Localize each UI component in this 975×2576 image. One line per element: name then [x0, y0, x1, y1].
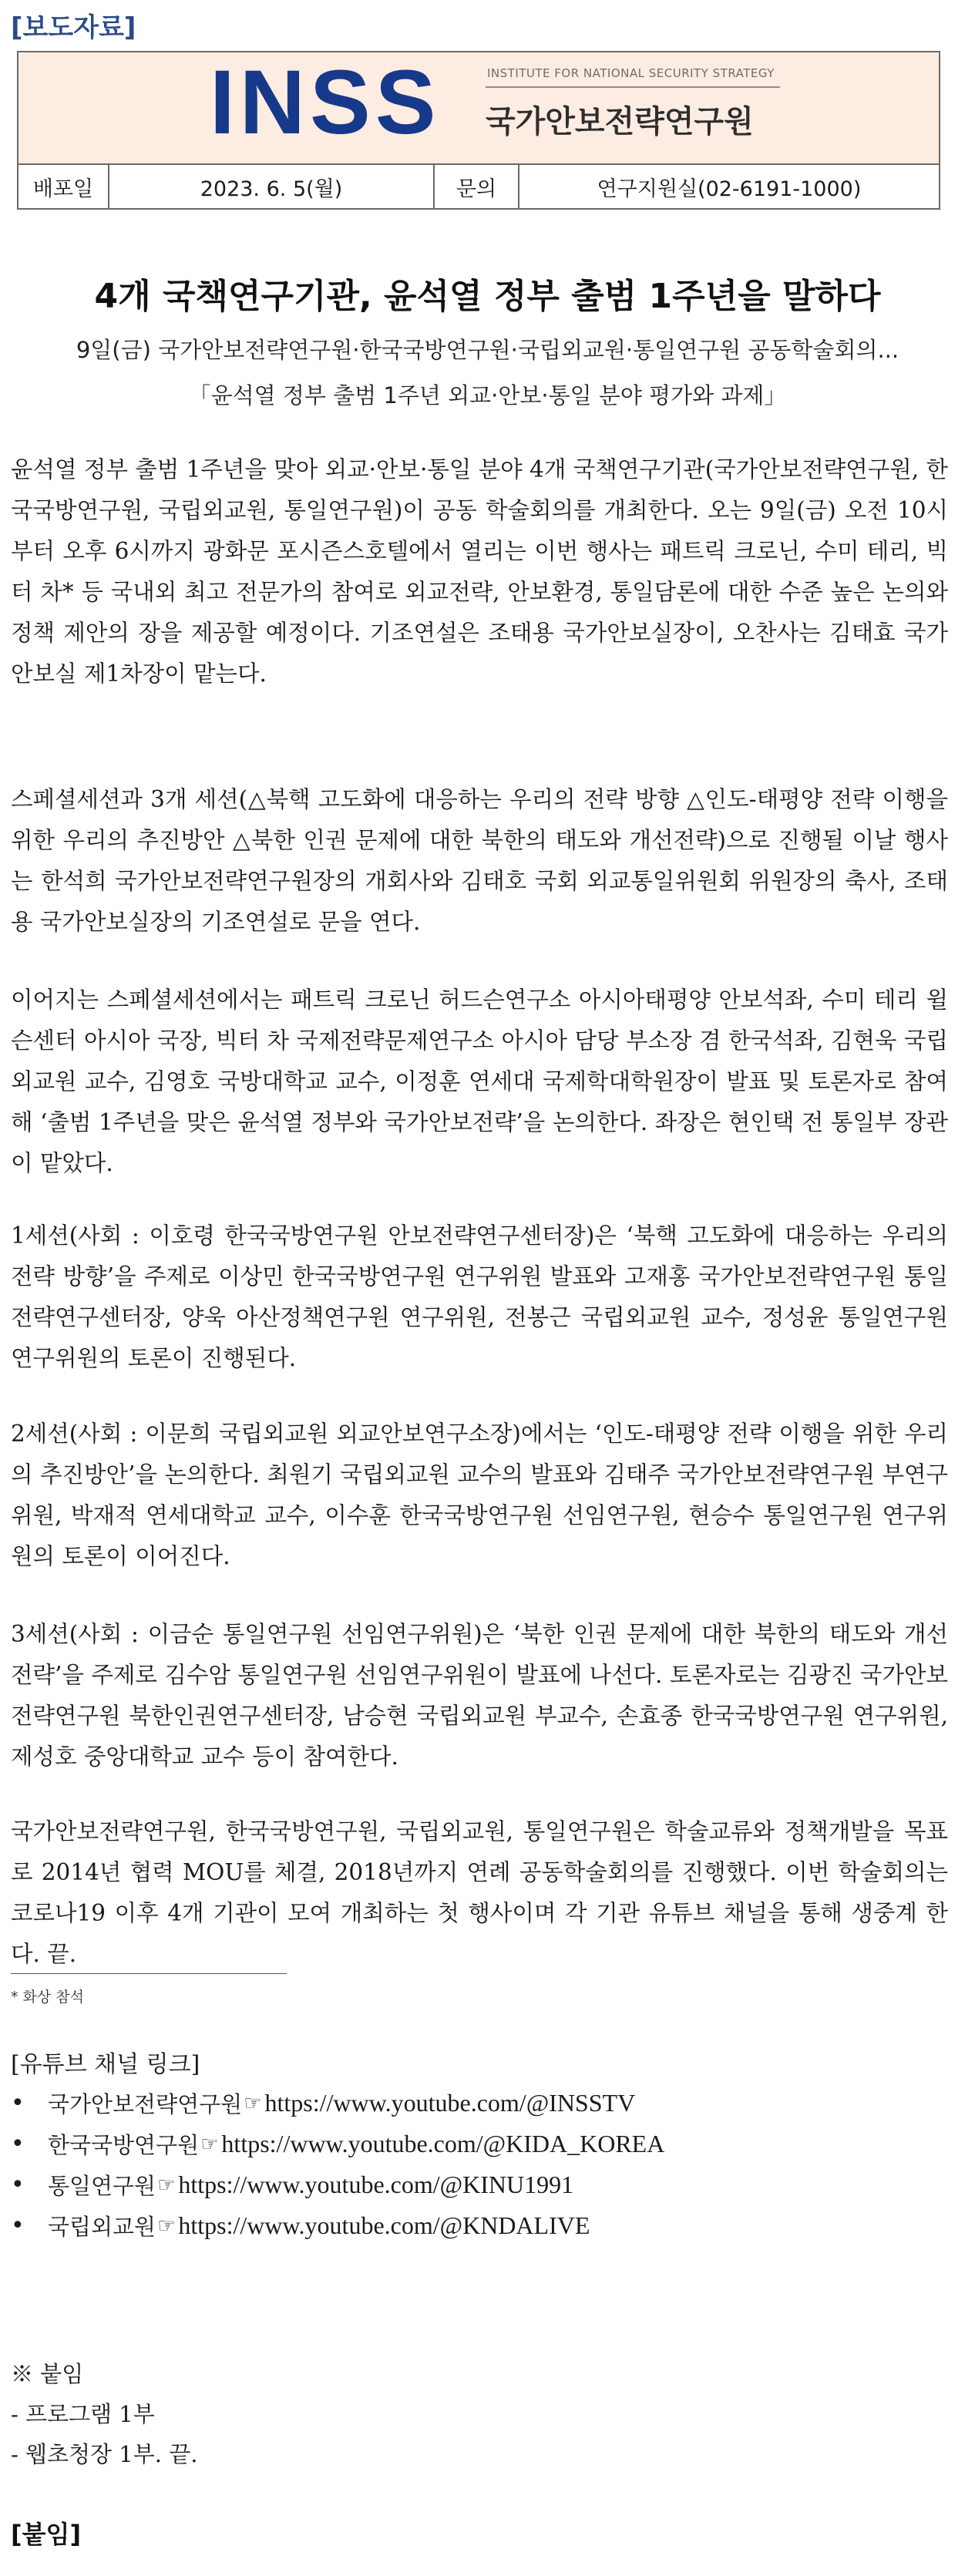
body-paragraph: 3세션(사회 : 이금순 통일연구원 선임연구위원)은 ‘북한 인권 문제에 대한 북한의 태도와 개선전략’을 주제로 김수암 통일연구원 선임연구위원이 발표에 나선다. 토론자로는 김광진 국가안보전략연구원 북한인권연구센터장, 남승현 국립외교원 부교수, 손효종 한국국방연구원 연구위원, 제성호 중앙대학교 교수 등이 참여한다.	[11, 1621, 948, 1770]
channel-name: 국립외교원	[48, 2214, 156, 2240]
contact-value: 연구지원실(02-6191-1000)	[597, 177, 862, 201]
pointing-hand-icon: ☞	[157, 2214, 176, 2238]
release-date-value: 2023. 6. 5(월)	[109, 165, 435, 208]
footnote-divider	[11, 1973, 287, 1974]
pointing-hand-icon: ☞	[157, 2173, 176, 2197]
body-paragraph: 윤석열 정부 출범 1주년을 맞아 외교·안보·통일 분야 4개 국책연구기관(국가안보전략연구원, 한국국방연구원, 국립외교원, 통일연구원)이 공동 학술회의를 개최한다. 오는 9일(금) 오전 10시부터 오후 6시까지 광화문 포시즌스호텔에서 열리는 이번 행사는 패트릭 크로닌, 수미 테리, 빅터 차* 등 국내외 최고 전문가의 참여로 외교전략, 안보환경, 통일담론에 대한 수준 높은 논의와 정책 제안의 장을 제공할 예정이다. 기조연설은 조태용 국가안보실장이, 오찬사는 김태효 국가안보실 제1차장이 맡는다.	[11, 456, 948, 687]
inss-logo: INSS	[210, 52, 441, 153]
channel-link[interactable]: https://www.youtube.com/@KIDA_KOREA	[221, 2130, 665, 2157]
channel-name: 통일연구원	[48, 2173, 156, 2199]
attachment-heading: [붙임]	[11, 2520, 82, 2549]
contact-label: 문의	[435, 165, 519, 208]
press-title: 4개 국책연구기관, 윤석열 정부 출범 1주년을 말하다	[94, 277, 881, 316]
bullet-icon: •	[11, 2212, 25, 2239]
list-item	[11, 2205, 936, 2246]
attachment-mark: ※ 붙임	[11, 2361, 84, 2387]
bullet-icon: •	[11, 2171, 25, 2198]
body-paragraph: 1세션(사회 : 이호령 한국국방연구원 안보전략연구센터장)은 ‘북핵 고도화에 대응하는 우리의 전략 방향’을 주제로 이상민 한국국방연구원 연구위원 발표와 고재홍 국가안보전략연구원 통일전략연구센터장, 양욱 아산정책연구원 연구위원, 전봉근 국립외교원 교수, 정성윤 통일연구원 연구위원의 토론이 진행된다.	[11, 1222, 948, 1371]
logo-korean-name: 국가안보전략연구원	[486, 104, 754, 140]
press-subtitle-event: 「윤석열 정부 출범 1주년 외교·안보·통일 분야 평가와 과제」	[188, 382, 787, 409]
body-paragraph: 국가안보전략연구원, 한국국방연구원, 국립외교원, 통일연구원은 학술교류와 정책개발을 목표로 2014년 협력 MOU를 체결, 2018년까지 연례 공동학술회의를 진행했다. 이번 학술회의는 코로나19 이후 4개 기관이 모여 개최하는 첫 행사이며 각 기관 유튜브 채널을 통해 생중계 한다. 끝.	[11, 1818, 948, 1967]
channel-link[interactable]: https://www.youtube.com/@INSSTV	[264, 2089, 636, 2117]
bullet-icon: •	[11, 2090, 25, 2117]
pointing-hand-icon: ☞	[244, 2091, 262, 2115]
channel-name: 국가안보전략연구원	[48, 2091, 243, 2117]
bullet-icon: •	[11, 2130, 25, 2157]
press-subtitle: 9일(금) 국가안보전략연구원·한국국방연구원·국립외교원·통일연구원 공동학술회의...	[76, 337, 899, 363]
channel-link[interactable]: https://www.youtube.com/@KNDALIVE	[178, 2211, 590, 2239]
document-tag: [보도자료]	[11, 12, 136, 43]
attachment-item: - 프로그램 1부	[11, 2401, 155, 2427]
release-date-label: 배포일	[18, 165, 109, 208]
channel-link[interactable]: https://www.youtube.com/@KINU1991	[178, 2171, 574, 2198]
logo-divider	[486, 86, 780, 88]
footnote: * 화상 참석	[11, 1989, 84, 2006]
attachment-item: - 웹초청장 1부. 끝.	[11, 2441, 198, 2467]
list-item	[11, 2124, 936, 2164]
header-banner	[17, 51, 940, 165]
youtube-links-title: [유튜브 채널 링크]	[11, 2051, 200, 2078]
logo-english-name: INSTITUTE FOR NATIONAL SECURITY STRATEGY	[487, 66, 775, 80]
channel-name: 한국국방연구원	[48, 2132, 200, 2158]
list-item	[11, 2083, 936, 2124]
body-paragraph: 스페셜세션과 3개 세션(△북핵 고도화에 대응하는 우리의 전략 방향 △인도-태평양 전략 이행을 위한 우리의 추진방안 △북한 인권 문제에 대한 북한의 태도와 개선전략)으로 진행될 이날 행사는 한석희 국가안보전략연구원장의 개회사와 김태호 국회 외교통일위원회 위원장의 축사, 조태용 국가안보실장의 기조연설로 문을 연다.	[11, 786, 948, 935]
youtube-link-list	[11, 2083, 936, 2246]
list-item	[11, 2164, 936, 2205]
body-paragraph: 2세션(사회 : 이문희 국립외교원 외교안보연구소장)에서는 ‘인도-태평양 전략 이행을 위한 우리의 추진방안’을 논의한다. 최원기 국립외교원 교수의 발표와 김태주 국가안보전략연구원 부연구위원, 박재적 연세대학교 교수, 이수훈 한국국방연구원 선임연구원, 현승수 통일연구원 연구위원의 토론이 이어진다.	[11, 1421, 948, 1569]
pointing-hand-icon: ☞	[200, 2132, 219, 2156]
body-paragraph: 이어지는 스페셜세션에서는 패트릭 크로닌 허드슨연구소 아시아태평양 안보석좌, 수미 테리 윌슨센터 아시아 국장, 빅터 차 국제전략문제연구소 아시아 담당 부소장 겸 한국석좌, 김현욱 국립외교원 교수, 김영호 국방대학교 교수, 이정훈 연세대 국제학대학원장이 발표 및 토론자로 참여해 ‘출범 1주년을 맞은 윤석열 정부와 국가안보전략’을 논의한다. 좌장은 현인택 전 통일부 장관이 맡았다.	[11, 987, 948, 1176]
release-info-table	[17, 165, 940, 210]
